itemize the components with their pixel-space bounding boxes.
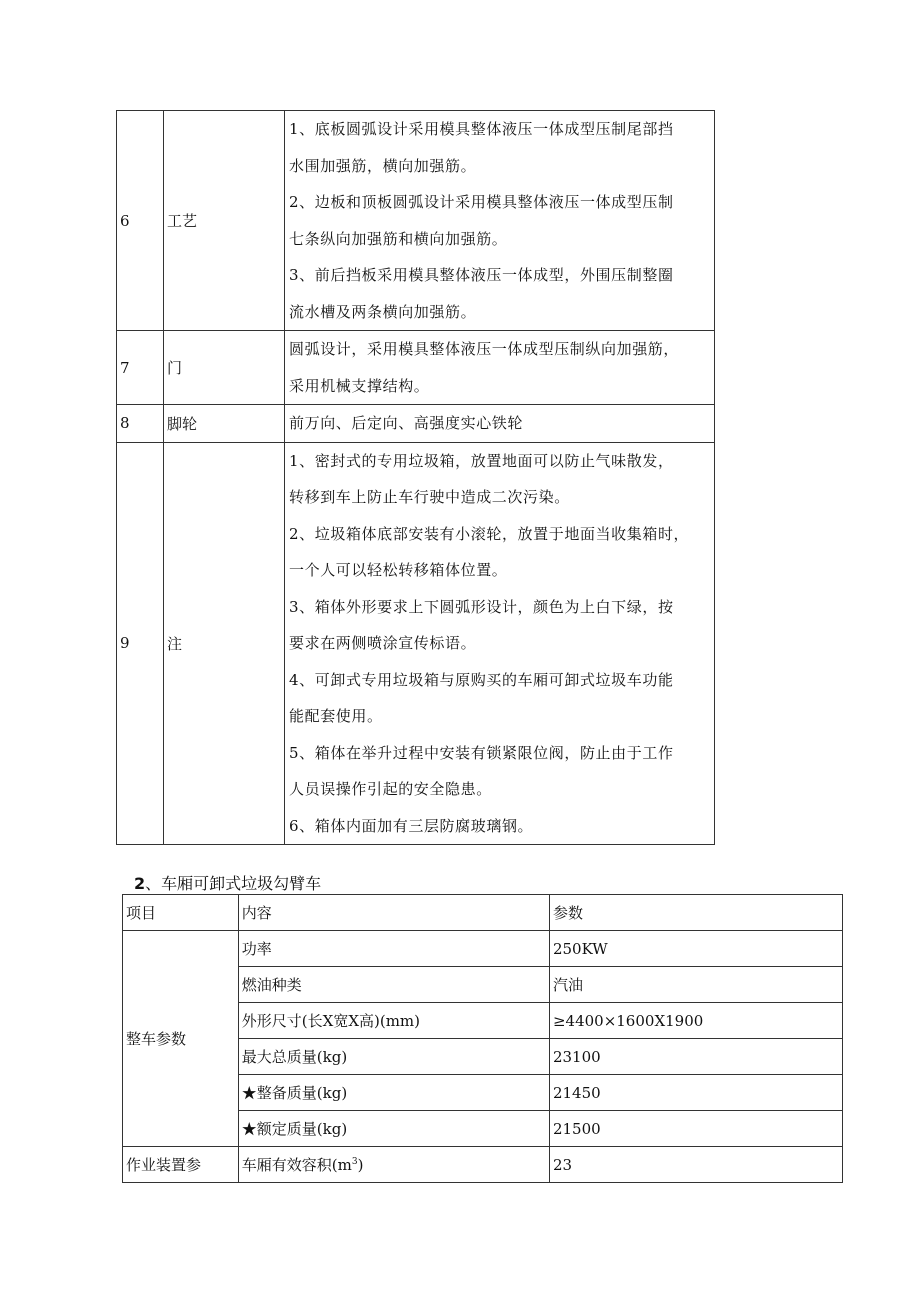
row-item: 工艺 <box>164 111 285 331</box>
table-row <box>123 1147 843 1183</box>
table-row <box>117 405 715 443</box>
group-label: 整车参数 <box>123 931 239 1147</box>
row-item: 门 <box>164 331 285 405</box>
row-content: ★整备质量(kg) <box>238 1075 549 1111</box>
content-line: 2、边板和顶板圆弧设计采用模具整体液压一体成型压制 <box>289 193 674 211</box>
row-param: 21450 <box>549 1075 842 1111</box>
section-heading <box>134 871 321 894</box>
row-content: 外形尺寸(长X宽X高)(mm) <box>238 1003 549 1039</box>
superscript: 3 <box>351 1157 358 1167</box>
content-line: 能配套使用。 <box>289 707 383 725</box>
content-line: 3、前后挡板采用模具整体液压一体成型，外围压制整圈 <box>289 266 674 284</box>
table-row <box>117 442 715 845</box>
row-param: 23 <box>549 1147 842 1183</box>
spec-table-1 <box>116 110 715 845</box>
row-param: 21500 <box>549 1111 842 1147</box>
content-line: 前万向、后定向、高强度实心铁轮 <box>289 414 524 432</box>
table-header-row <box>123 895 843 931</box>
spec-table-2 <box>122 894 843 1183</box>
header-item: 项目 <box>123 895 239 931</box>
row-param: 250KW <box>549 931 842 967</box>
table-row <box>117 111 715 331</box>
table-row <box>123 931 843 967</box>
content-line: 七条纵向加强筋和横向加强筋。 <box>289 229 508 248</box>
content-line: 5、箱体在举升过程中安装有锁紧限位阀，防止由于工作 <box>289 743 674 762</box>
row-content: 燃油种类 <box>238 967 549 1003</box>
row-number: 9 <box>117 442 164 845</box>
content-line: 圆弧设计，采用模具整体液压一体成型压制纵向加强筋， <box>289 340 680 358</box>
row-content: ★额定质量(kg) <box>238 1111 549 1147</box>
header-param: 参数 <box>549 895 842 931</box>
content-line: 2、垃圾箱体底部安装有小滚轮，放置于地面当收集箱时， <box>289 524 690 543</box>
row-item: 脚轮 <box>164 405 285 443</box>
row-item: 注 <box>164 442 285 845</box>
section-title: 、车厢可卸式垃圾勾臂车 <box>145 874 322 893</box>
row-number: 6 <box>117 111 164 331</box>
content-line: 一个人可以轻松转移箱体位置。 <box>289 561 508 579</box>
content-text: 车厢有效容积(m <box>241 1156 352 1174</box>
content-line: 转移到车上防止车行驶中造成二次污染。 <box>289 488 570 506</box>
row-param: 23100 <box>549 1039 842 1075</box>
content-line: 水围加强筋，横向加强筋。 <box>289 156 477 175</box>
content-text-end: ) <box>357 1156 364 1174</box>
row-content <box>285 442 715 845</box>
group-label: 作业装置参 <box>123 1147 239 1183</box>
row-param: 汽油 <box>549 967 842 1003</box>
content-line: 流水槽及两条横向加强筋。 <box>289 302 477 321</box>
content-line: 要求在两侧喷涂宣传标语。 <box>289 634 477 652</box>
row-content <box>238 1147 549 1183</box>
content-line: 1、密封式的专用垃圾箱，放置地面可以防止气味散发， <box>289 451 674 470</box>
row-content <box>285 405 715 443</box>
content-line: 采用机械支撑结构。 <box>289 376 430 395</box>
section-number: 2 <box>134 874 146 893</box>
row-content <box>285 111 715 331</box>
content-line: 3、箱体外形要求上下圆弧形设计，颜色为上白下绿，按 <box>289 597 674 616</box>
header-content: 内容 <box>238 895 549 931</box>
row-number: 7 <box>117 331 164 405</box>
row-number: 8 <box>117 405 164 443</box>
table-row <box>117 331 715 405</box>
content-line: 6、箱体内面加有三层防腐玻璃钢。 <box>289 816 534 835</box>
row-param: ≥4400×1600X1900 <box>549 1003 842 1039</box>
row-content: 最大总质量(kg) <box>238 1039 549 1075</box>
row-content: 功率 <box>238 931 549 967</box>
content-line: 4、可卸式专用垃圾箱与原购买的车厢可卸式垃圾车功能 <box>289 670 674 689</box>
content-line: 1、底板圆弧设计采用模具整体液压一体成型压制尾部挡 <box>289 120 674 138</box>
content-line: 人员误操作引起的安全隐患。 <box>289 780 492 798</box>
row-content <box>285 331 715 405</box>
